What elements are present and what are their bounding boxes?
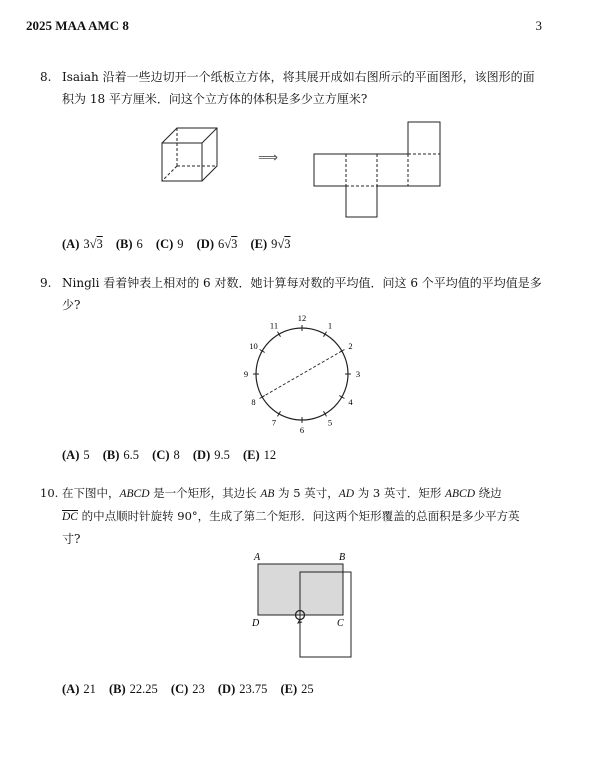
problem-line: 寸? xyxy=(62,532,81,546)
page-number: 3 xyxy=(535,18,542,33)
clock-number: 4 xyxy=(348,397,353,407)
answer-choices-9 xyxy=(62,448,286,463)
problem-number: 9. xyxy=(40,276,52,290)
choice-a: (A) 5 xyxy=(62,448,90,462)
clock-number: 9 xyxy=(243,369,249,379)
clock-number: 3 xyxy=(355,369,361,379)
choice-c: (C) 9 xyxy=(155,237,184,251)
problem-line: Isaiah 沿着一些边切开一个纸板立方体，将其展开成如右图所示的平面图形，该图形的面 xyxy=(62,70,535,84)
header-title: 2025 MAA AMC 8 xyxy=(26,18,129,33)
clock-number: 7 xyxy=(271,417,277,428)
cube-edge xyxy=(202,128,217,143)
cube-figure xyxy=(160,126,220,186)
choice-b: (B) 6 xyxy=(115,237,143,251)
choice-e: (E) 9√3 xyxy=(250,237,291,251)
choice-e: (E) 25 xyxy=(280,682,314,696)
choice-d: (D) 23.75 xyxy=(217,682,268,696)
problem-line: 积为 18 平方厘米．问这个立方体的体积是多少立方厘米? xyxy=(62,92,368,106)
problem-line: Ningli 看着钟表上相对的 6 对数．她计算每对数的平均值．问这 6 个平均值的平均值是多 xyxy=(62,276,542,290)
problem-number: 8. xyxy=(40,70,52,84)
clock-number: 10 xyxy=(249,341,258,351)
problem-10-text: 10. 在下图中，ABCD 是一个矩形，其边长 AB 为 5 英寸，AD 为 3 英寸．矩形 ABCD 绕边 $\overline{DC}$ 的中点顺时针旋转 90°，生成了第二个矩形．问这两个矩形覆盖的总面积是多少平方英 寸? xyxy=(40,482,560,550)
clock-figure xyxy=(243,313,361,435)
answer-choices-10 xyxy=(62,682,324,697)
choice-c: (C) 8 xyxy=(152,448,180,462)
choice-d: (D) 9.5 xyxy=(192,448,230,462)
clock-number: 11 xyxy=(269,320,279,331)
choice-b: (B) 22.25 xyxy=(108,682,158,696)
clock-number: 2 xyxy=(348,341,353,351)
choice-c: (C) 23 xyxy=(170,682,205,696)
clock-number: 8 xyxy=(251,397,256,407)
choice-a: (A) 21 xyxy=(62,682,96,696)
vertex-label-a: A xyxy=(254,552,261,563)
choice-d: (D) 6√3 xyxy=(196,237,238,251)
clock-number: 5 xyxy=(327,417,333,428)
rectangles-figure xyxy=(250,550,360,662)
problem-9-text xyxy=(40,272,560,316)
net-fold-lines xyxy=(346,154,440,186)
clock-number: 1 xyxy=(327,320,333,331)
problem-8-text xyxy=(40,66,560,110)
vertex-label-d: D xyxy=(252,618,260,629)
implies-arrow: ⟹ xyxy=(258,150,279,166)
clock-number: 12 xyxy=(297,313,307,323)
choice-b: (B) 6.5 xyxy=(102,448,140,462)
choice-e: (E) 12 xyxy=(243,448,277,462)
choice-a: (A) 3√3 xyxy=(62,237,103,251)
clock-number: 6 xyxy=(299,425,305,435)
problem-line: 少? xyxy=(62,298,81,312)
vertex-label-b: B xyxy=(339,552,346,563)
clock-diameter-2-8 xyxy=(262,351,342,397)
vertex-label-c: C xyxy=(337,618,344,629)
cube-net-figure xyxy=(314,120,444,220)
answer-choices-8 xyxy=(62,237,301,252)
problem-number: 10. xyxy=(40,486,59,500)
